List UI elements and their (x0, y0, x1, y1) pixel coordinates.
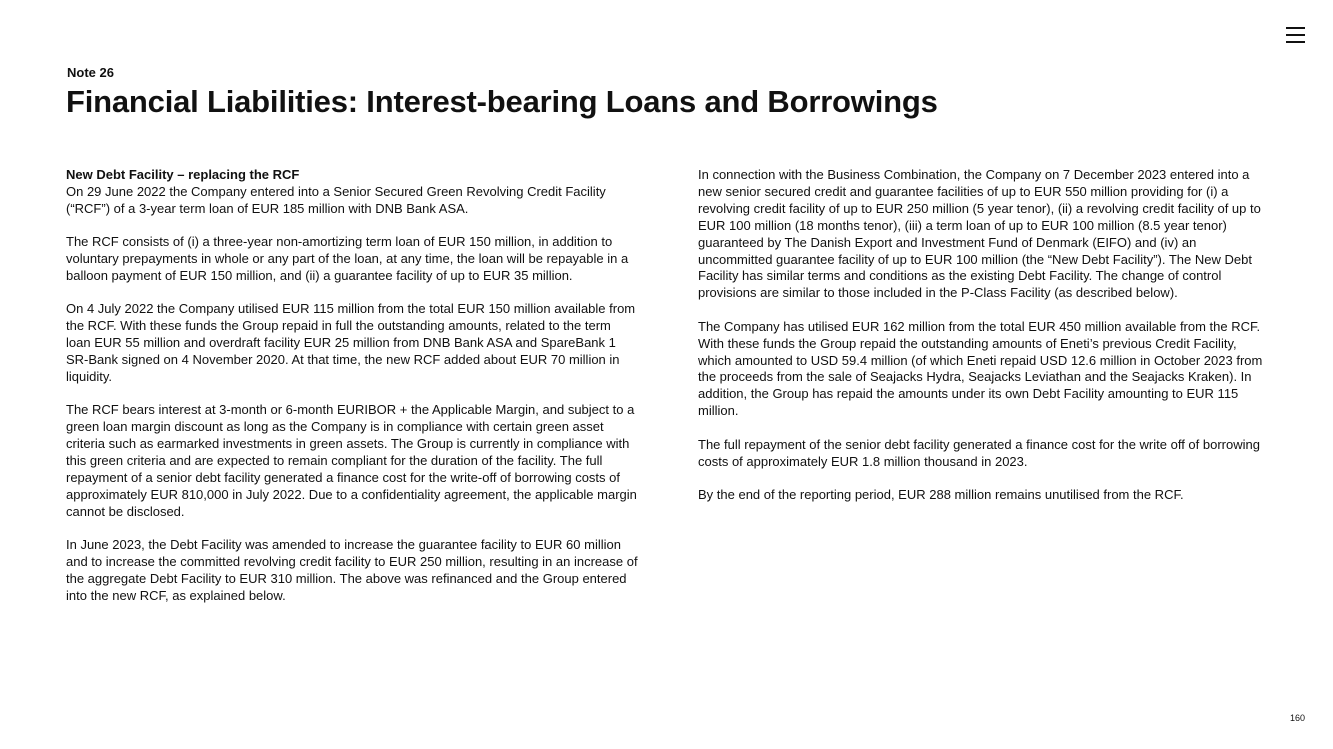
hamburger-menu-icon[interactable] (1286, 27, 1305, 44)
page-number: 160 (1290, 713, 1306, 723)
paragraph: In connection with the Business Combination, the Company on 7 December 2023 entered into a new senior secured credit and guarantee facilities of up to EUR 550 million providing for (i) a revolving credit facility of up to EUR 250 million (5 year tenor), (ii) a revolving credit facility of up to EUR 100 million (18 months tenor), (iii) a term loan of up to EUR 100 million (8.5 year tenor) guaranteed by The Danish Export and Investment Fund of Denmark (EIFO) and (iv) an uncommitted guarantee facility of up to EUR 100 million (the “New Debt Facility”). The New Debt Facility has similar terms and conditions as the existing Debt Facility. The change of control provisions are similar to those included in the P-Class Facility (as described below). (698, 167, 1261, 301)
paragraph: The Company has utilised EUR 162 million from the total EUR 450 million available from the RCF. With these funds the Group repaid the outstanding amounts of Eneti’s previous Credit Facility, which amounted to USD 59.4 million (of which Eneti repaid USD 12.6 million in October 2023 from the proceeds from the sale of Seajacks Hydra, Seajacks Leviathan and the Seajacks Kraken). In addition, the Group has repaid the amounts under its own Debt Facility amounting to EUR 115 million. (698, 318, 1263, 419)
menu-line (1286, 41, 1305, 43)
paragraph (66, 167, 638, 218)
paragraph: By the end of the reporting period, EUR 288 million remains unutilised from the RCF. (698, 487, 1184, 502)
left-column (66, 167, 638, 621)
paragraph: The RCF consists of (i) a three-year non-amortizing term loan of EUR 150 million, in addition to voluntary prepayments in whole or any part of the loan, at any time, the loan will be repayable in a balloon payment of EUR 150 million, and (ii) a guarantee facility of up to EUR 35 million. (66, 234, 629, 284)
paragraph-text: On 29 June 2022 the Company entered into a Senior Secured Green Revolving Credit Facility (“RCF”) of a 3-year term loan of EUR 185 million with DNB Bank ASA. (66, 183, 606, 216)
note-label: Note 26 (67, 65, 114, 80)
page-title: Financial Liabilities: Interest-bearing Loans and Borrowings (66, 84, 938, 119)
paragraph: The full repayment of the senior debt facility generated a finance cost for the write off of borrowing costs of approximately EUR 1.8 million thousand in 2023. (698, 436, 1260, 469)
right-column (698, 167, 1270, 520)
paragraph: On 4 July 2022 the Company utilised EUR 115 million from the total EUR 150 million available from the RCF. With these funds the Group repaid in full the outstanding amounts, related to the term loan EUR 55 million and overdraft facility EUR 25 million from DNB Bank ASA and SpareBank 1 SR-Bank signed on 4 November 2020. At that time, the new RCF added about EUR 70 million in liquidity. (66, 301, 636, 385)
paragraph: In June 2023, the Debt Facility was amended to increase the guarantee facility to EUR 60 million and to increase the committed revolving credit facility to EUR 250 million, resulting in an increase of the aggregate Debt Facility to EUR 310 million. The above was refinanced and the Group entered into the new RCF, as explained below. (66, 537, 638, 604)
paragraph: The RCF bears interest at 3-month or 6-month EURIBOR + the Applicable Margin, and subject to a green loan margin discount as long as the Company is in compliance with certain green asset criteria such as earmarked investments in green assets. The Group is currently in compliance with this green criteria and are expected to remain compliant for the duration of the facility. The full repayment of a senior debt facility generated a finance cost for the write-off of borrowing costs of approximately EUR 810,000 in July 2022. Due to a confidentiality agreement, the applicable margin cannot be disclosed. (66, 402, 637, 519)
menu-line (1286, 34, 1305, 36)
section-heading: New Debt Facility – replacing the RCF (66, 167, 300, 182)
menu-line (1286, 27, 1305, 29)
